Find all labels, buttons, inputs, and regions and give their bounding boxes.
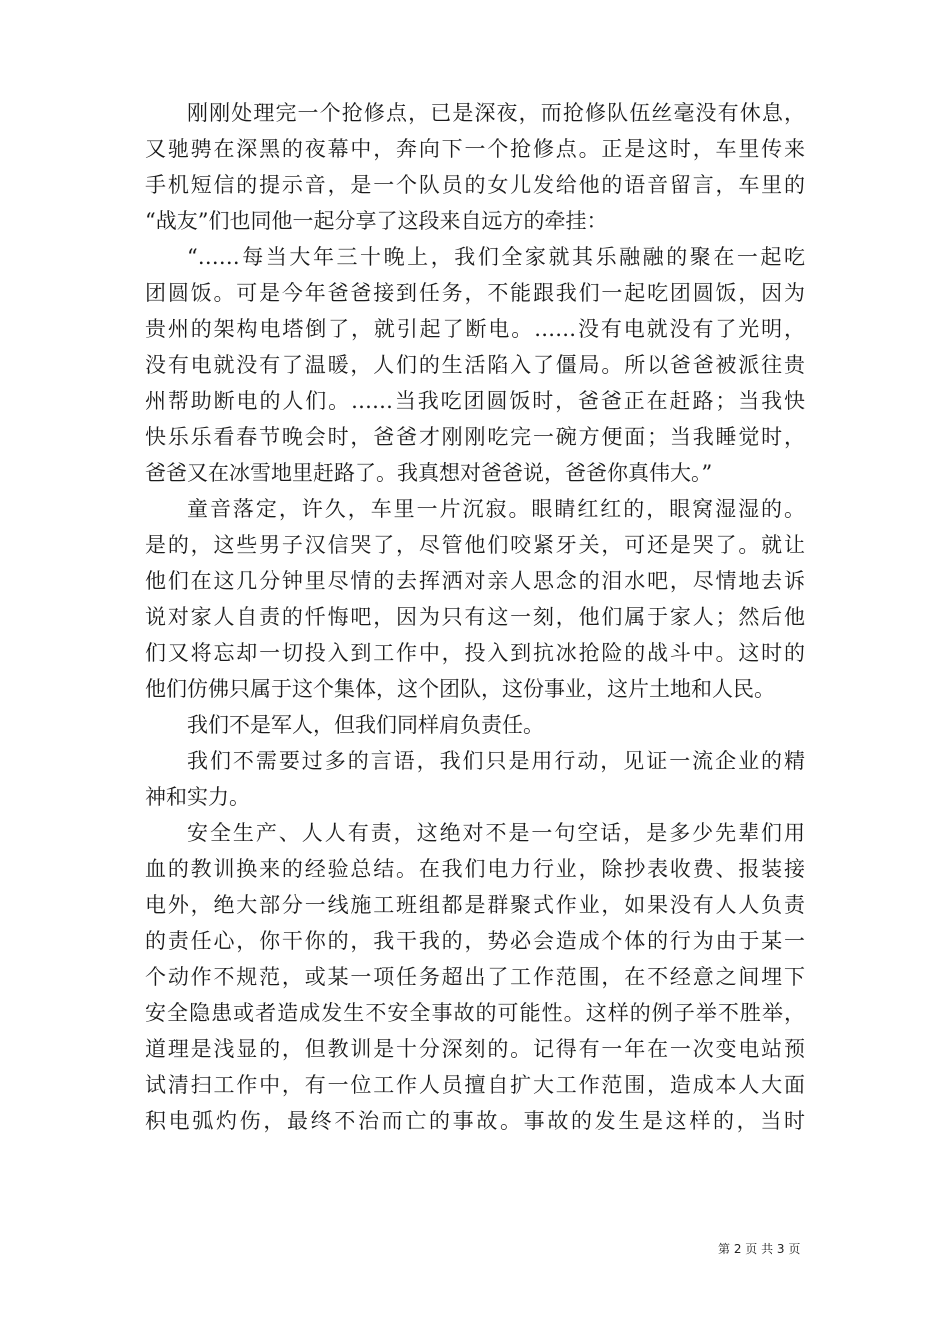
text-line: 们又将忘却一切投入到工作中，投入到抗冰抢险的战斗中。这时的 [145, 641, 805, 665]
paragraph [145, 95, 805, 239]
text-line: 团圆饭。可是今年爸爸接到任务，不能跟我们一起吃团圆饭，因为 [145, 281, 805, 305]
text-line: 说对家人自责的忏悔吧，因为只有这一刻，他们属于家人；然后他 [145, 605, 805, 629]
text-line: 试清扫工作中，有一位工作人员擅自扩大工作范围，造成本人大面 [145, 1073, 805, 1097]
text-line: 他们在这几分钟里尽情的去挥洒对亲人思念的泪水吧，尽情地去诉 [145, 569, 805, 593]
text-line: 爸爸又在冰雪地里赶路了。我真想对爸爸说，爸爸你真伟大。” [145, 461, 713, 485]
text-line: 电外，绝大部分一线施工班组都是群聚式作业，如果没有人人负责 [145, 893, 805, 917]
text-line: 积电弧灼伤，最终不治而亡的事故。事故的发生是这样的，当时 [145, 1109, 805, 1133]
paragraph [145, 707, 805, 743]
text-line: 我们不是军人，但我们同样肩负责任。 [187, 713, 544, 737]
paragraph [145, 239, 805, 491]
paragraph [145, 491, 805, 707]
text-line: 神和实力。 [145, 785, 250, 809]
text-line: 是的，这些男子汉信哭了，尽管他们咬紧牙关，可还是哭了。就让 [145, 533, 805, 557]
text-line: 个动作不规范，或某一项任务超出了工作范围，在不经意之间埋下 [145, 965, 805, 989]
text-line: 童音落定，许久，车里一片沉寂。眼睛红红的，眼窝湿湿的。 [187, 497, 805, 521]
text-line: 安全生产、人人有责，这绝对不是一句空话，是多少先辈们用 [187, 821, 805, 845]
text-line: 刚刚处理完一个抢修点，已是深夜，而抢修队伍丝毫没有休息， [187, 101, 805, 125]
text-line: 安全隐患或者造成发生不安全事故的可能性。这样的例子举不胜举， [145, 1001, 805, 1025]
text-line: 州帮助断电的人们。……当我吃团圆饭时，爸爸正在赶路；当我快 [145, 389, 805, 413]
text-line: 道理是浅显的，但教训是十分深刻的。记得有一年在一次变电站预 [145, 1037, 805, 1061]
text-line: 快乐乐看春节晚会时，爸爸才刚刚吃完一碗方便面；当我睡觉时， [145, 425, 805, 449]
text-line: 血的教训换来的经验总结。在我们电力行业，除抄表收费、报装接 [145, 857, 805, 881]
page-number: 第 2 页 共 3 页 [718, 1242, 801, 1256]
text-line: 又驰骋在深黑的夜幕中，奔向下一个抢修点。正是这时，车里传来 [145, 137, 805, 161]
document-body [145, 95, 805, 1139]
text-line: “……每当大年三十晚上，我们全家就其乐融融的聚在一起吃 [187, 245, 805, 269]
text-line: 我们不需要过多的言语，我们只是用行动，见证一流企业的精 [187, 749, 805, 773]
text-line: 的责任心，你干你的，我干我的，势必会造成个体的行为由于某一 [145, 929, 805, 953]
text-line: 手机短信的提示音，是一个队员的女儿发给他的语音留言，车里的 [145, 173, 805, 197]
paragraph [145, 743, 805, 815]
text-line: 他们仿佛只属于这个集体，这个团队，这份事业，这片土地和人民。 [145, 677, 775, 701]
text-line: 贵州的架构电塔倒了，就引起了断电。……没有电就没有了光明， [145, 317, 805, 341]
text-line: “战友”们也同他一起分享了这段来自远方的牵挂： [145, 209, 608, 233]
paragraph [145, 815, 805, 1139]
text-line: 没有电就没有了温暖，人们的生活陷入了僵局。所以爸爸被派往贵 [145, 353, 805, 377]
